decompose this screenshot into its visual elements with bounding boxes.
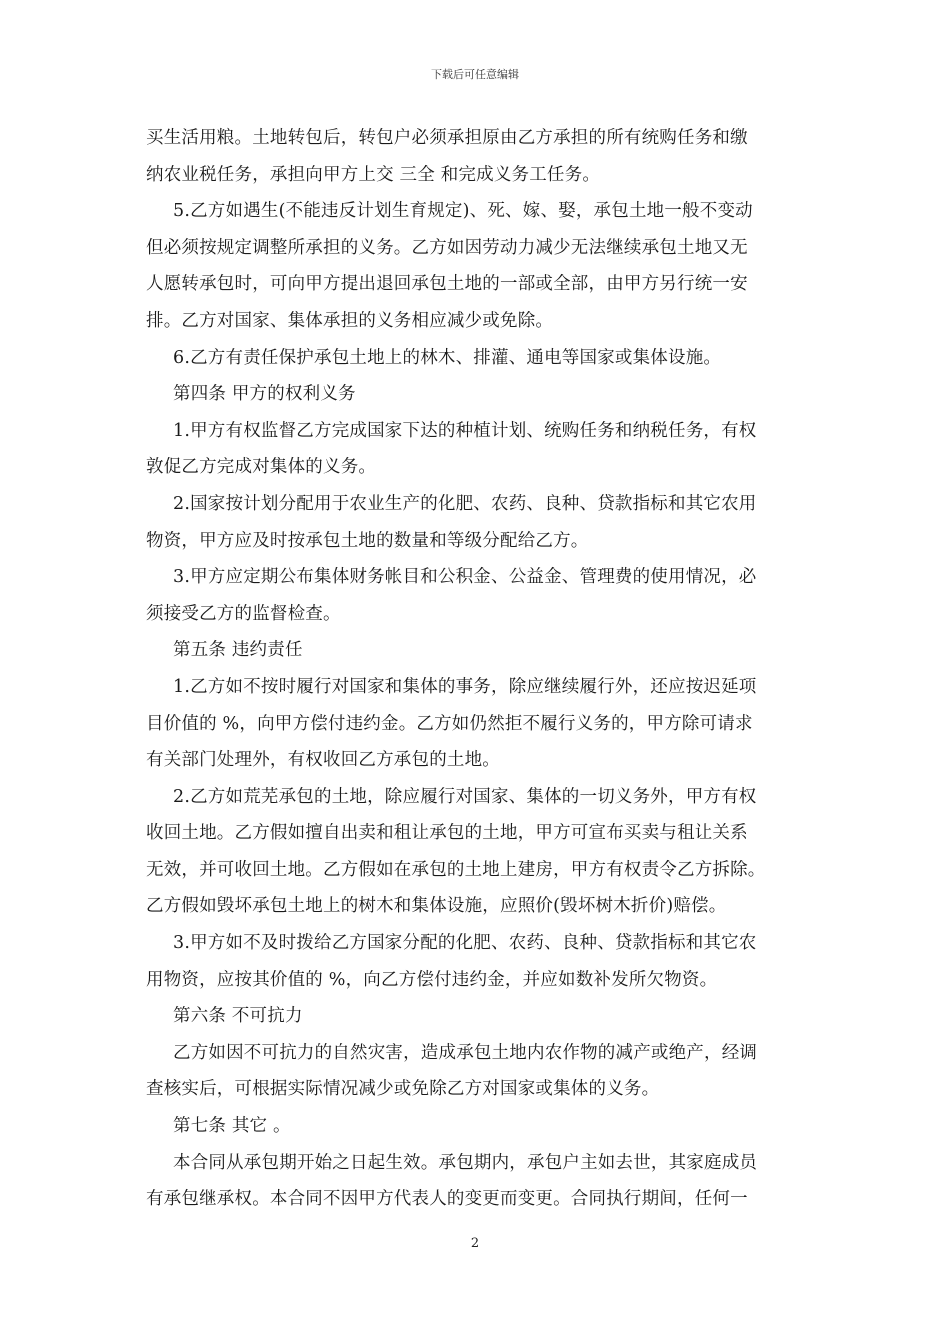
text-line: 第四条 甲方的权利义务 bbox=[173, 384, 356, 405]
text-line: 但必须按规定调整所承担的义务。乙方如因劳动力减少无法继续承包土地又无 bbox=[146, 237, 748, 258]
text-line: 3.甲方如不及时拨给乙方国家分配的化肥、农药、良种、贷款指标和其它农 bbox=[173, 933, 757, 954]
text-line: 须接受乙方的监督检查。 bbox=[146, 603, 341, 624]
text-line: 无效，并可收回土地。乙方假如在承包的土地上建房，甲方有权责令乙方拆除。 bbox=[146, 859, 766, 880]
text-line: 纳农业税任务，承担向甲方上交 三全 和完成义务工任务。 bbox=[146, 164, 601, 185]
text-line: 5.乙方如遇生(不能违反计划生育规定)、死、嫁、娶，承包土地一般不变动 bbox=[173, 201, 753, 222]
text-line: 第五条 违约责任 bbox=[173, 640, 303, 661]
text-line: 6.乙方有责任保护承包土地上的林木、排灌、通电等国家或集体设施。 bbox=[173, 347, 722, 368]
text-line: 本合同从承包期开始之日起生效。承包期内，承包户主如去世，其家庭成员 bbox=[173, 1152, 758, 1173]
text-line: 2.乙方如荒芜承包的土地，除应履行对国家、集体的一切义务外，甲方有权 bbox=[173, 786, 757, 807]
text-line: 1.甲方有权监督乙方完成国家下达的种植计划、统购任务和纳税任务，有权 bbox=[173, 420, 757, 441]
text-line: 有关部门处理外，有权收回乙方承包的土地。 bbox=[146, 750, 500, 771]
text-line: 敦促乙方完成对集体的义务。 bbox=[146, 457, 377, 478]
text-line: 3.甲方应定期公布集体财务帐目和公积金、公益金、管理费的使用情况，必 bbox=[173, 567, 757, 588]
text-line: 目价值的 %，向甲方偿付违约金。乙方如仍然拒不履行义务的，甲方除可请求 bbox=[146, 713, 753, 734]
text-line: 2.国家按计划分配用于农业生产的化肥、农药、良种、贷款指标和其它农用 bbox=[173, 493, 757, 514]
text-line: 1.乙方如不按时履行对国家和集体的事务，除应继续履行外，还应按迟延项 bbox=[173, 676, 757, 697]
text-line: 乙方如因不可抗力的自然灾害，造成承包土地内农作物的减产或绝产，经调 bbox=[173, 1042, 758, 1063]
header-note: 下载后可任意编辑 bbox=[431, 68, 519, 81]
text-line: 有承包继承权。本合同不因甲方代表人的变更而变更。合同执行期间，任何一 bbox=[146, 1189, 748, 1210]
text-line: 收回土地。乙方假如擅自出卖和租让承包的土地，甲方可宣布买卖与租让关系 bbox=[146, 823, 748, 844]
text-line: 第七条 其它 。 bbox=[173, 1116, 291, 1137]
text-line: 乙方假如毁坏承包土地上的树木和集体设施，应照价(毁坏树木折价)赔偿。 bbox=[146, 896, 727, 917]
text-line: 排。乙方对国家、集体承担的义务相应减少或免除。 bbox=[146, 310, 554, 331]
text-line: 查核实后，可根据实际情况减少或免除乙方对国家或集体的义务。 bbox=[146, 1079, 660, 1100]
text-line: 人愿转承包时，可向甲方提出退回承包土地的一部或全部，由甲方另行统一安 bbox=[146, 274, 748, 295]
text-line: 第六条 不可抗力 bbox=[173, 1006, 303, 1027]
text-line: 物资，甲方应及时按承包土地的数量和等级分配给乙方。 bbox=[146, 530, 589, 551]
text-line: 用物资，应按其价值的 %，向乙方偿付违约金，并应如数补发所欠物资。 bbox=[146, 969, 718, 990]
text-line: 买生活用粮。土地转包后，转包户必须承担原由乙方承担的所有统购任务和缴 bbox=[146, 128, 748, 148]
document-body bbox=[146, 120, 808, 1218]
page-number: 2 bbox=[470, 1236, 480, 1251]
